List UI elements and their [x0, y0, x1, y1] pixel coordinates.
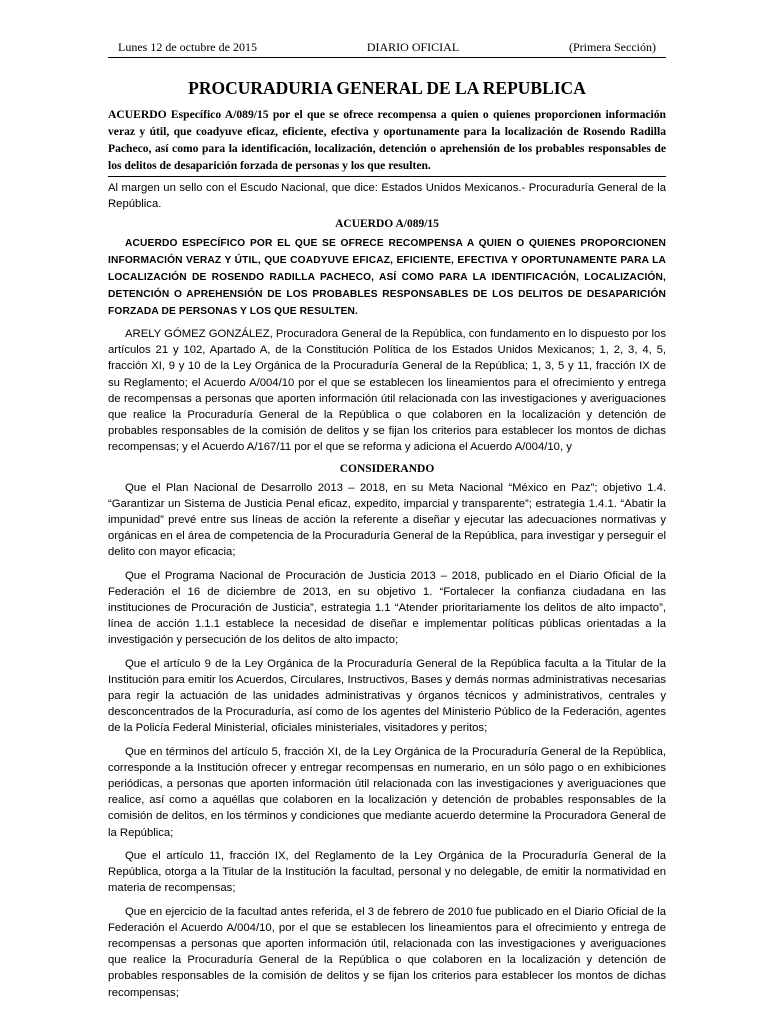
preamble-paragraph: ARELY GÓMEZ GONZÁLEZ, Procuradora General de la República, con fundamento en lo dispuesto por los artículos 21 y 102, Apartado A, de la Constitución Política de los Estados Unidos Mexicanos; 1, 2, 3, 4, 5, fracción XI, 9 y 10 de la Ley Orgánica de la Procuraduría General de la República; 1, 3, 5 y 11, fracción IX de su Reglamento; el Acuerdo A/004/10 por el que se establecen los lineamientos para el ofrecimiento y entrega de recompensas a personas que aporten información útil relacionada con las investigaciones y averiguaciones que realice la Procuraduría General de la República o que colaboren en la localización y detención de probables responsables de la comisión de delitos y se fijan los criterios para establecer los montos de dichas recompensas; y el Acuerdo A/167/11 por el que se reforma y adiciona el Acuerdo A/004/10, y: [108, 328, 666, 454]
considerando-paragraph: Que el Plan Nacional de Desarrollo 2013 – 2018, en su Meta Nacional “México en Paz”; objetivo 1.4. “Garantizar un Sistema de Justicia Penal eficaz, expedito, imparcial y transparente”; estrategia 1.4.1. “Abatir la impunidad” prevé entre sus líneas de acción la referente a diseñar y ejecutar las adecuaciones normativas y orgánicas en el área de competencia de la Procuraduría General de la República, para investigar y perseguir el delito con mayor eficacia;: [108, 481, 666, 559]
considerando-paragraph: Que en ejercicio de la facultad antes referida, el 3 de febrero de 2010 fue publicado en el Diario Oficial de la Federación el Acuerdo A/004/10, por el que se establecen los lineamientos para el ofrecimiento y entrega de recompensas a personas que aporten información útil, relacionada con las investigaciones y averiguaciones que realice la Procuraduría General de la República o que colaboren en la localización y detención de probables responsables de la comisión de delitos y se fijan los criterios para establecer los montos de dichas recompensas;: [108, 905, 666, 999]
considerando-paragraph: Que el artículo 11, fracción IX, del Reglamento de la Ley Orgánica de la Procuraduría General de la República, otorga a la Titular de la Institución la facultad, personal y no delegable, de emitir la normatividad en materia de recompensas;: [108, 849, 666, 895]
header-publication: DIARIO OFICIAL: [366, 40, 460, 54]
considerando-paragraph: Que el Programa Nacional de Procuración de Justicia 2013 – 2018, publicado en el Diario Oficial de la Federación el 16 de diciembre de 2013, en su objetivo 1. “Fortalecer la confianza ciudadana en las instituciones de Procuración de Justicia”, estrategia 1.1 “Atender prioritariamente los delitos de alto impacto”, línea de acción 1.1.1 establece la necesidad de diseñar e implementar políticas públicas orientadas a la investigación y persecución de los delitos de alto impacto;: [108, 569, 666, 647]
header-section: (Primera Sección): [569, 40, 656, 54]
considerando-paragraph: Que en términos del artículo 5, fracción XI, de la Ley Orgánica de la Procuraduría General de la República, corresponde a la Institución ofrecer y entregar recompensas en numerario, en un sólo pago o en exhibiciones periódicas, a personas que aporten información útil relacionada con las investigaciones y averiguaciones que realice, así como a aquéllas que colaboren en la localización y detención de probables responsables de la comisión de delitos, en los términos y condiciones que mediante acuerdo determine la Procuradora General de la República;: [108, 745, 666, 839]
acuerdo-summary: ACUERDO Específico A/089/15 por el que se ofrece recompensa a quien o quienes proporcionen información veraz y útil, que coadyuve eficaz, eficiente, efectiva y oportunamente para la localización de Rosendo Radilla Pacheco, así como para la identificación, localización, detención o aprehensión de los probables responsables de los delitos de desaparición forzada de personas y los que resulten.: [108, 106, 666, 177]
acuerdo-title: ACUERDO ESPECÍFICO POR EL QUE SE OFRECE RECOMPENSA A QUIEN O QUIENES PROPORCIONEN INFORMACIÓN VERAZ Y ÚTIL, QUE COADYUVE EFICAZ, EFICIENTE, EFECTIVA Y OPORTUNAMENTE PARA LA LOCALIZACIÓN DE ROSENDO RADILLA PACHECO, ASÍ COMO PARA LA IDENTIFICACIÓN, LOCALIZACIÓN, DETENCIÓN O APREHENSIÓN DE LOS PROBABLES RESPONSABLES DE LOS DELITOS DE DESAPARICIÓN FORZADA DE PERSONAS Y LOS QUE RESULTEN.: [108, 238, 666, 317]
considerando-paragraph: Que el artículo 9 de la Ley Orgánica de la Procuraduría General de la República faculta a la Titular de la Institución para emitir los Acuerdos, Circulares, Instructivos, Bases y demás normas administrativas necesarias para regir la actuación de las unidades administrativas y órganos técnicos y administrativos, centrales y desconcentrados de la Procuraduría, así como de los agentes del Ministerio Público de la Federación, agentes de la Policía Federal Ministerial, oficiales ministeriales, visitadores y peritos;: [108, 657, 666, 735]
header-date: Lunes 12 de octubre de 2015: [118, 40, 257, 54]
considerando-heading: CONSIDERANDO: [339, 462, 435, 475]
organization-title: PROCURADURIA GENERAL DE LA REPUBLICA: [188, 78, 586, 98]
document-page: [108, 40, 666, 1008]
margin-note: Al margen un sello con el Escudo Nacional, que dice: Estados Unidos Mexicanos.- Procuraduría General de la República.: [108, 182, 666, 210]
running-header: [108, 40, 666, 58]
acuerdo-number: ACUERDO A/089/15: [335, 218, 439, 230]
